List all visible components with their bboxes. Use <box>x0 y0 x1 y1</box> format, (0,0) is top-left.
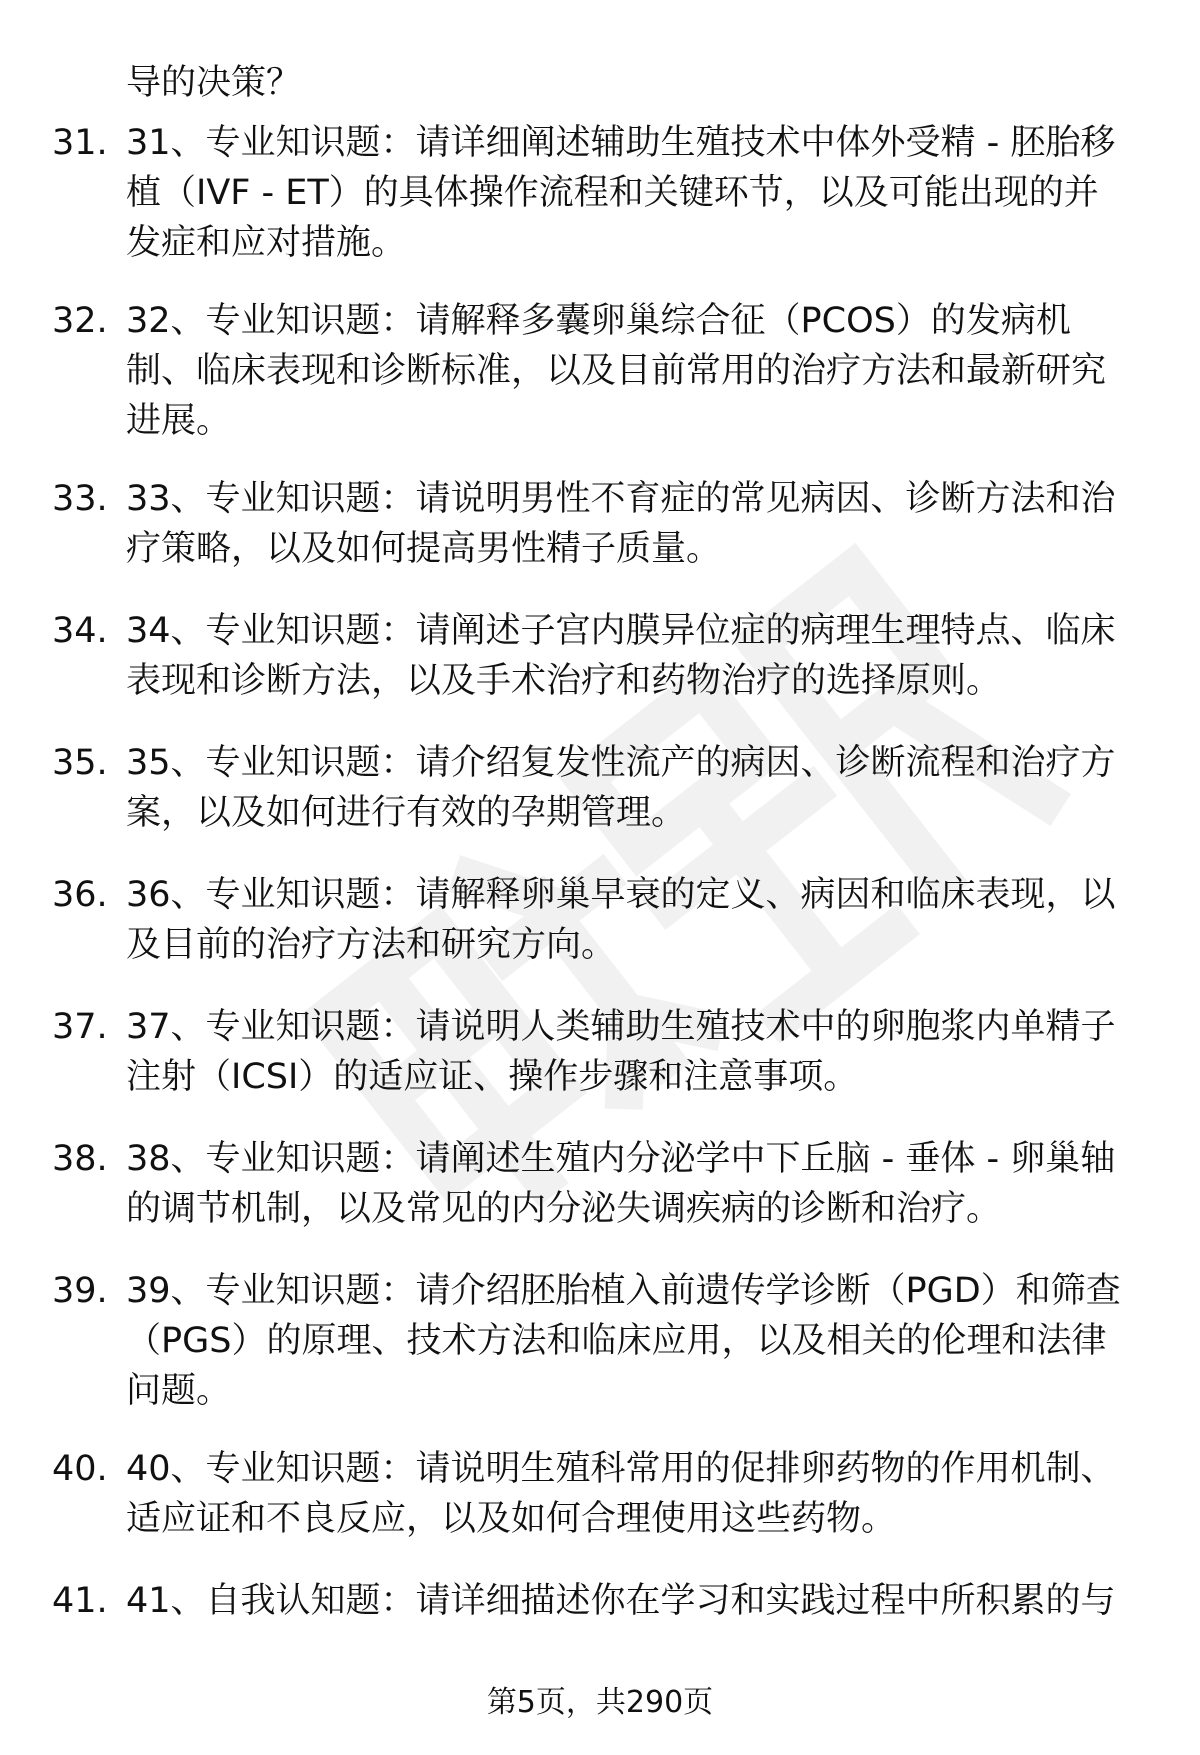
page-footer: 第5页，共290页 <box>486 1685 714 1720</box>
question-text-line: 38、专业知识题：请阐述生殖内分泌学中下丘脑 - 垂体 - 卵巢轴 <box>126 1139 1116 1179</box>
question-text <box>126 1002 1200 1102</box>
question-text-line: 注射（ICSI）的适应证、操作步骤和注意事项。 <box>126 1057 859 1097</box>
question-text <box>126 1444 1200 1544</box>
question-text-line: 案，以及如何进行有效的孕期管理。 <box>126 793 687 833</box>
question-text-line: 制、临床表现和诊断标准，以及目前常用的治疗方法和最新研究 <box>126 351 1107 391</box>
question-text <box>126 474 1200 574</box>
question-number: 38. <box>52 1139 108 1179</box>
question-number: 31. <box>52 123 108 163</box>
question-number: 32. <box>52 301 108 341</box>
question-text-line: 39、专业知识题：请介绍胚胎植入前遗传学诊断（PGD）和筛查 <box>126 1271 1121 1311</box>
question-number: 40. <box>52 1449 108 1489</box>
question-text-line: 适应证和不良反应，以及如何合理使用这些药物。 <box>126 1499 897 1539</box>
question-text-line: 33、专业知识题：请说明男性不育症的常见病因、诊断方法和治 <box>126 479 1116 519</box>
question-text-line: 34、专业知识题：请阐述子宫内膜异位症的病理生理特点、临床 <box>126 611 1116 651</box>
question-text-line: （PGS）的原理、技术方法和临床应用，以及相关的伦理和法律 <box>126 1321 1107 1361</box>
question-item <box>52 474 1152 574</box>
question-text <box>126 296 1200 446</box>
question-text-line: 发症和应对措施。 <box>126 223 407 263</box>
question-text-line: 植（IVF - ET）的具体操作流程和关键环节，以及可能出现的并 <box>126 173 1099 213</box>
question-text-line: 36、专业知识题：请解释卵巢早衰的定义、病因和临床表现，以 <box>126 875 1116 915</box>
question-text-line: 问题。 <box>126 1371 232 1411</box>
question-text-line: 32、专业知识题：请解释多囊卵巢综合征（PCOS）的发病机 <box>126 301 1071 341</box>
question-item <box>52 1002 1152 1102</box>
question-text <box>126 118 1200 268</box>
question-text-line: 31、专业知识题：请详细阐述辅助生殖技术中体外受精 - 胚胎移 <box>126 123 1116 163</box>
question-text-line: 41、自我认知题：请详细描述你在学习和实践过程中所积累的与 <box>126 1581 1116 1621</box>
question-item <box>52 296 1152 446</box>
question-text <box>126 606 1200 706</box>
question-number: 34. <box>52 611 108 651</box>
question-item <box>52 1266 1152 1416</box>
question-item <box>52 1134 1152 1234</box>
question-text-line: 表现和诊断方法，以及手术治疗和药物治疗的选择原则。 <box>126 661 1002 701</box>
question-text-line: 疗策略，以及如何提高男性精子质量。 <box>126 529 722 569</box>
question-item <box>52 1444 1152 1544</box>
question-text-line: 的调节机制，以及常见的内分泌失调疾病的诊断和治疗。 <box>126 1189 1002 1229</box>
question-text <box>126 1134 1200 1234</box>
question-text <box>126 1576 1200 1626</box>
question-item <box>52 738 1152 838</box>
question-item <box>52 1576 1152 1626</box>
question-item <box>52 118 1152 268</box>
question-text-line: 37、专业知识题：请说明人类辅助生殖技术中的卵胞浆内单精子 <box>126 1007 1116 1047</box>
question-text <box>126 738 1200 838</box>
question-number: 33. <box>52 479 108 519</box>
question-text-line: 40、专业知识题：请说明生殖科常用的促排卵药物的作用机制、 <box>126 1449 1116 1489</box>
question-number: 37. <box>52 1007 108 1047</box>
continued-question-text: 导的决策？ <box>126 63 302 103</box>
question-text-line: 进展。 <box>126 401 232 441</box>
question-number: 39. <box>52 1271 108 1311</box>
question-item <box>52 606 1152 706</box>
question-item <box>52 870 1152 970</box>
question-number: 36. <box>52 875 108 915</box>
question-text-line: 35、专业知识题：请介绍复发性流产的病因、诊断流程和治疗方 <box>126 743 1116 783</box>
question-text <box>126 1266 1200 1416</box>
question-text <box>126 870 1200 970</box>
question-number: 41. <box>52 1581 108 1621</box>
question-number: 35. <box>52 743 108 783</box>
question-text-line: 及目前的治疗方法和研究方向。 <box>126 925 617 965</box>
